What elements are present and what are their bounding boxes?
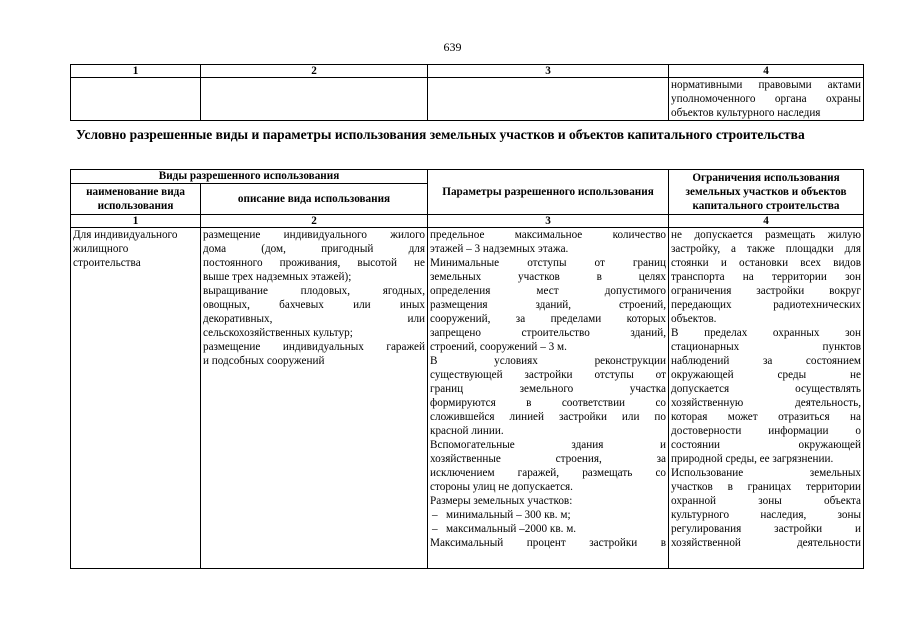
text-line: культурного наследия, зоны [671, 509, 862, 521]
text-line: участков в границах территории [671, 481, 862, 493]
text-line: предельное максимальное количество [430, 229, 667, 241]
text-line: природной среды, ее загрязнении. [671, 453, 834, 465]
list-item-text: максимальный –2000 кв. м. [446, 523, 577, 535]
text-line: размещение индивидуальных гаражей [203, 341, 426, 353]
text-line: существующей застройки отступы от [430, 369, 667, 381]
column-number-row [71, 215, 864, 228]
text-line: наблюдений за состоянием [671, 355, 862, 367]
text-line: Использование земельных [671, 467, 862, 479]
text-line: строений, сооружений – 3 м. [430, 341, 567, 353]
text-line: овощных, бахчевых или иных [203, 299, 426, 311]
text-line: выше трех надземных этажей); [203, 271, 352, 283]
text-line: постоянного проживания, высотой не [203, 257, 426, 269]
list-item: – минимальный – 300 кв. м; [432, 509, 571, 521]
text-line: этажей – 3 надземных этажа. [430, 243, 569, 255]
text-line: Размеры земельных участков: [430, 495, 573, 507]
text-line: декоративных, или [203, 313, 426, 325]
text-line: определения мест допустимого [430, 285, 667, 297]
text-line: Вспомогательные здания и [430, 439, 667, 451]
text-line: достоверности информации о [671, 425, 862, 437]
column-number: 4 [669, 215, 864, 228]
text-line: транспорта на территории зон [671, 271, 862, 283]
header-params: Параметры разрешенного использования [428, 170, 669, 215]
use-name-cell: Для индивидуального жилищного строительства [71, 228, 201, 569]
text-line: границ земельного участка [430, 383, 667, 395]
text-line: выращивание плодовых, ягодных, [203, 285, 426, 297]
text-line: хозяйственную деятельность, [671, 397, 862, 409]
text-line: стоянки и остановки всех видов [671, 257, 862, 269]
text-line: Минимальные отступы от границ [430, 257, 667, 269]
text-line: объектов. [671, 313, 717, 325]
empty-cell [201, 78, 428, 121]
text-line: сложившейся линией застройки или по [430, 411, 667, 423]
section-title: Условно разрешенные виды и параметры использования земельных участков и объектов капитального строительства [76, 127, 805, 142]
empty-cell [428, 78, 669, 121]
list-item: – максимальный –2000 кв. м. [432, 523, 577, 535]
text-line: нормативными правовыми актами [671, 79, 861, 91]
column-number-row [71, 65, 864, 78]
use-description-cell [201, 228, 428, 569]
text-line: дома (дом, пригодный для [203, 243, 426, 255]
text-line: застройку, а также площадки для [671, 243, 862, 255]
column-number: 1 [71, 215, 201, 228]
empty-cell [71, 78, 201, 121]
header-use-description: описание вида использования [201, 184, 428, 215]
text-line: сельскохозяйственных культур; [203, 327, 353, 339]
text-line: которая может отразиться на [671, 411, 862, 423]
text-line: В пределах охранных зон [671, 327, 862, 339]
text-line: ограничения застройки вокруг [671, 285, 862, 297]
list-item-text: минимальный – 300 кв. м; [446, 509, 571, 521]
text-line: не допускается размещать жилую [671, 229, 862, 241]
header-restrictions: Ограничения использования земельных участков и объектов капитального строительства [669, 170, 864, 215]
text-line: регулирования застройки и [671, 523, 862, 535]
text-line: окружающей среды не [671, 369, 862, 381]
text-line: Максимальный процент застройки в [430, 537, 667, 549]
header-use-name: наименование вида использования [71, 184, 201, 215]
table-row [71, 228, 864, 569]
text-line: В условиях реконструкции [430, 355, 667, 367]
text-line: уполномоченного органа охраны [671, 93, 861, 105]
column-number: 3 [428, 65, 669, 78]
text-line: формируются в соответствии со [430, 397, 667, 409]
column-number: 3 [428, 215, 669, 228]
text-line: земельных участков в целях [430, 271, 667, 283]
text-line: размещение индивидуального жилого [203, 229, 426, 241]
column-number: 2 [201, 65, 428, 78]
text-line: передающих радиотехнических [671, 299, 862, 311]
restrictions-cell [669, 228, 864, 569]
column-number: 1 [71, 65, 201, 78]
params-cell [428, 228, 669, 569]
header-use-types: Виды разрешенного использования [71, 170, 428, 184]
text-line: стационарных пунктов [671, 341, 862, 353]
text-line: красной линии. [430, 425, 504, 437]
text-line: и подсобных сооружений [203, 355, 325, 367]
text-line: хозяйственной деятельности [671, 537, 862, 549]
restrictions-cell [669, 78, 864, 121]
text-line: охранной зоны объекта [671, 495, 862, 507]
text-line: допускается осуществлять [671, 383, 862, 395]
text-line: стороны улиц не допускается. [430, 481, 573, 493]
text-line: запрещено строительство зданий, [430, 327, 667, 339]
text-line: объектов культурного наследия [671, 107, 821, 119]
page-number: 639 [443, 40, 462, 54]
text-line: исключением гаражей, размещать со [430, 467, 667, 479]
text-line: состоянии окружающей [671, 439, 862, 451]
text-line: размещения зданий, строений, [430, 299, 667, 311]
land-use-table [70, 169, 864, 569]
text-line: сооружений, за пределами которых [430, 313, 667, 325]
table-row [71, 78, 864, 121]
text-line: хозяйственные строения, за [430, 453, 667, 465]
continuation-table [70, 64, 864, 121]
column-number: 2 [201, 215, 428, 228]
column-number: 4 [669, 65, 864, 78]
